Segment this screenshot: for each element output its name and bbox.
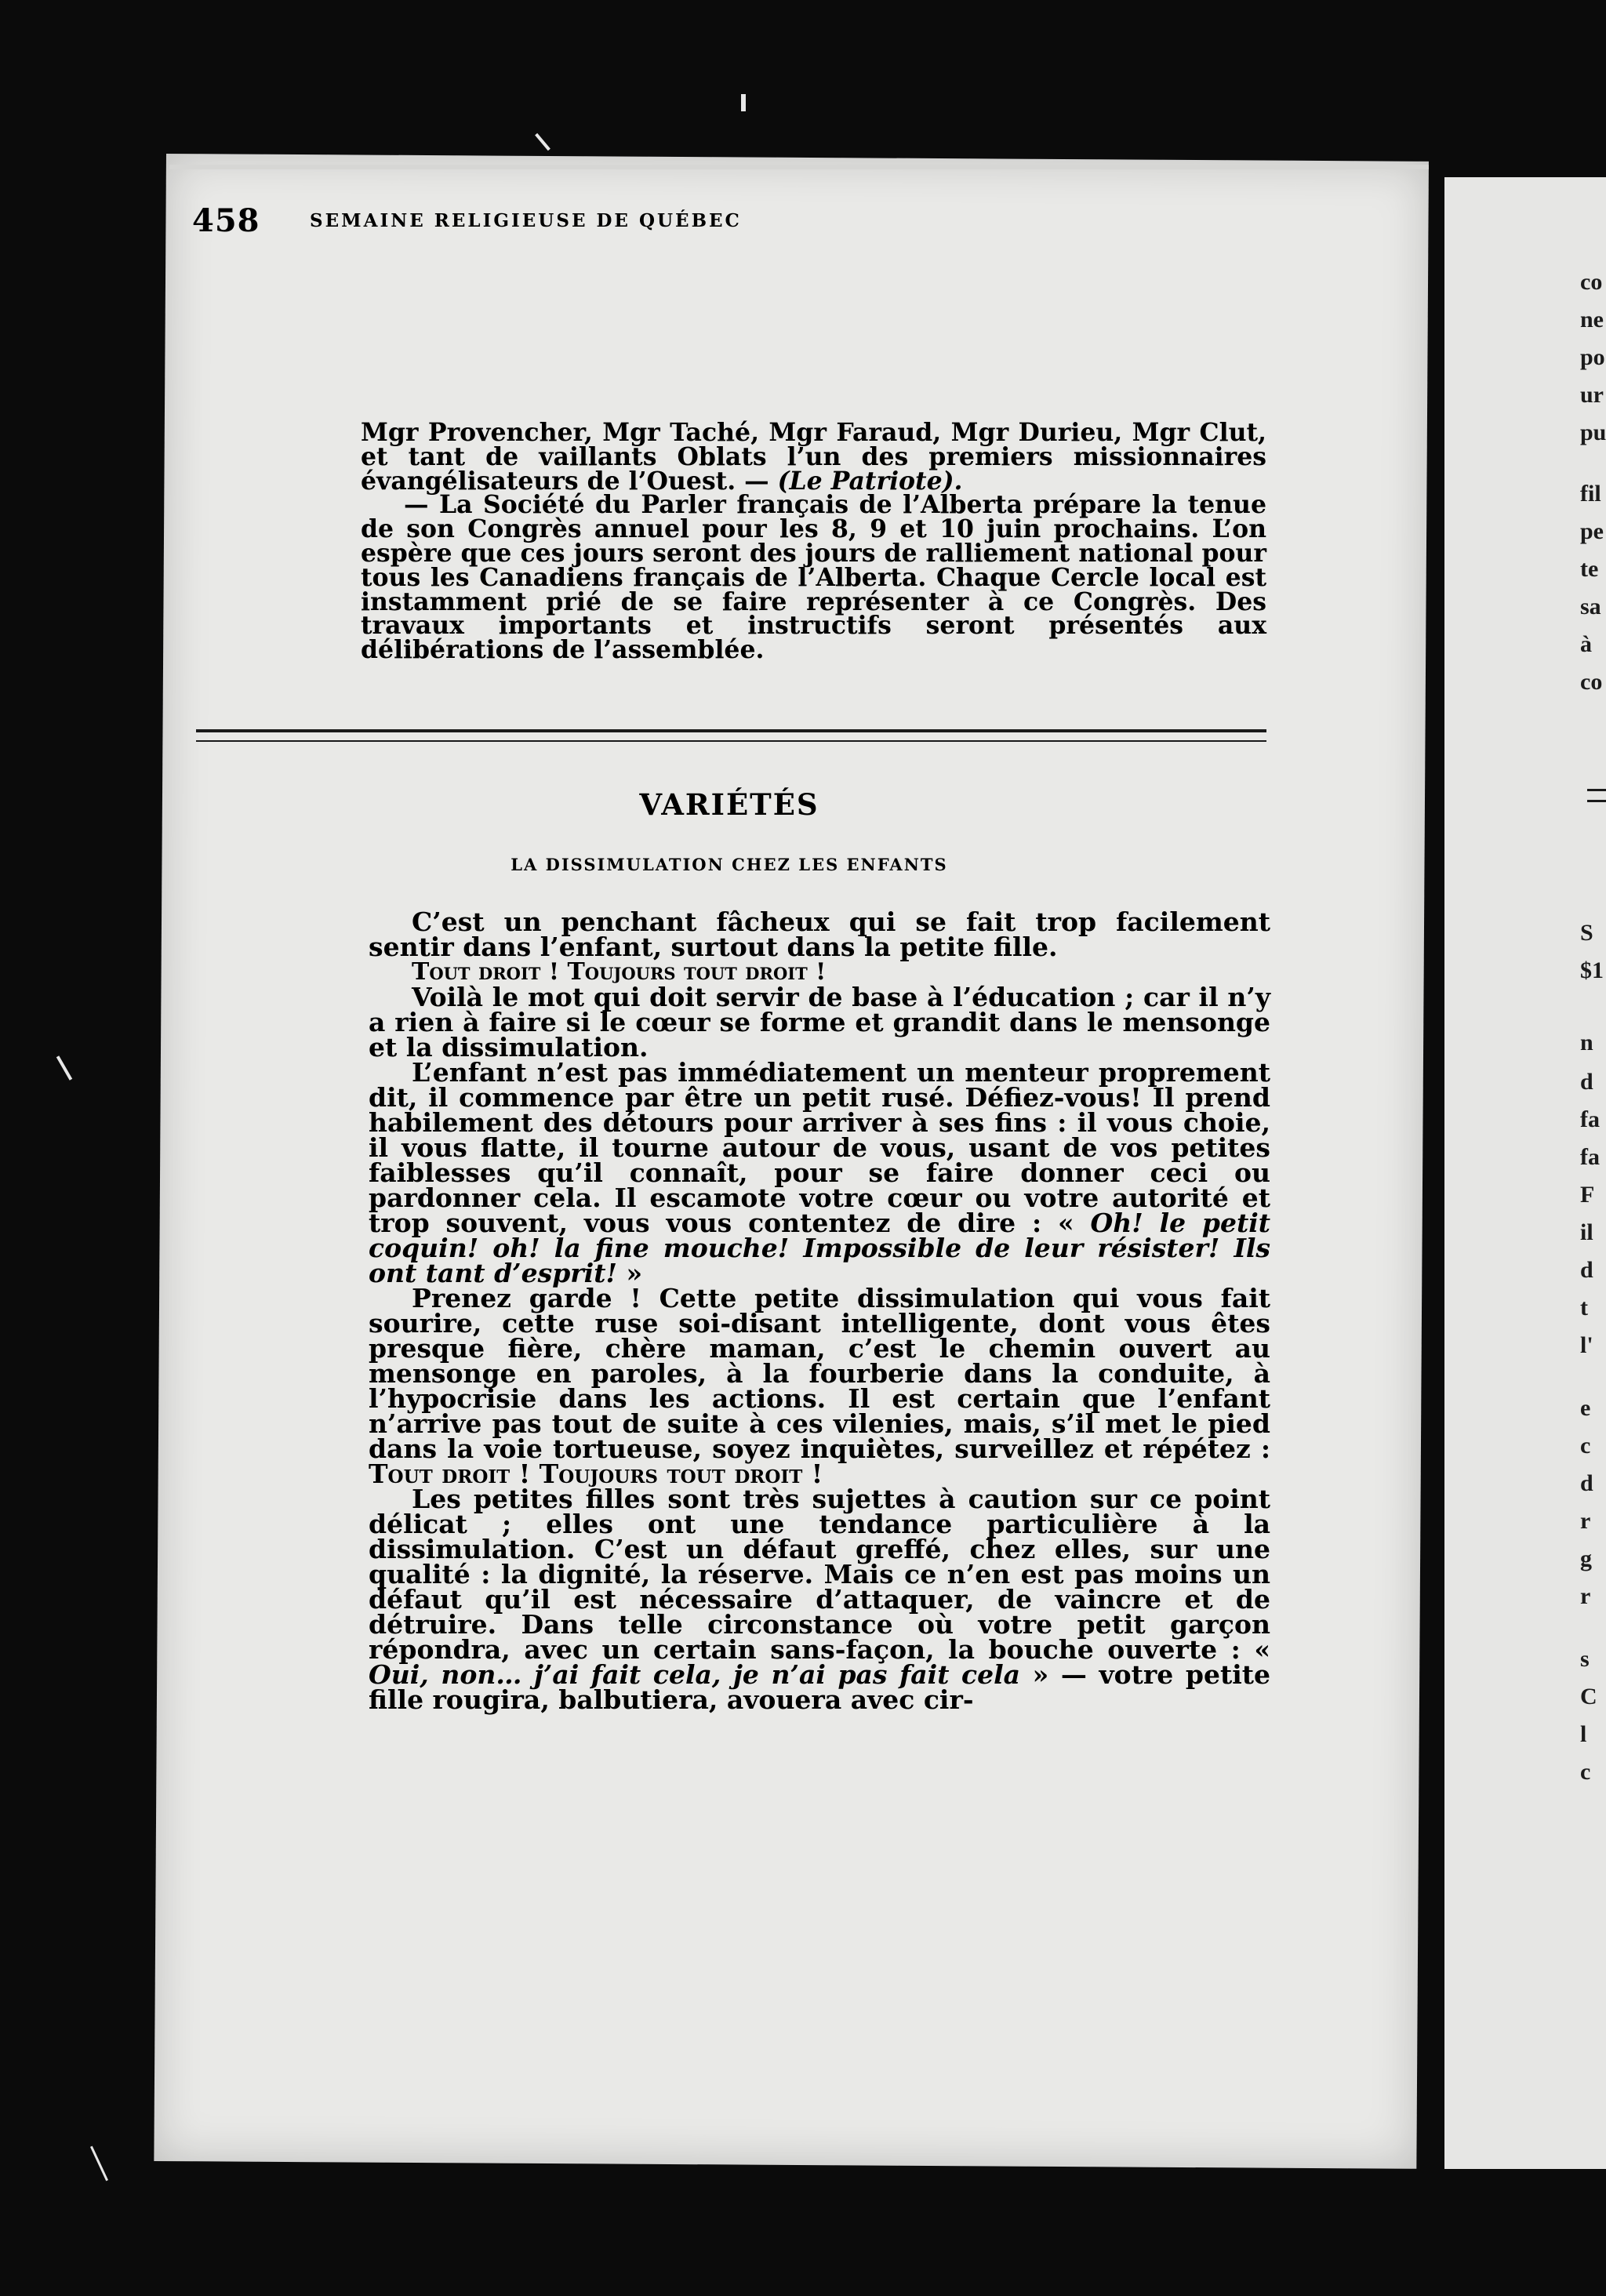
article-motto-1: Tout droit ! Toujours tout droit ! [412, 958, 827, 986]
section-title: VARIÉTÉS [639, 787, 819, 822]
adjacent-page-text-fragment: il [1580, 1219, 1593, 1245]
adjacent-page-text-fragment: fil [1580, 481, 1601, 507]
article-paragraph-3: L’enfant n’est pas immédiatement un menteur proprement dit, il commence par être un petit rusé. Défiez-vous! Il prend habilement des détours pour arriver à ses fins : il vous choie, il vous flatte, il tourne autour de vous, usant de vos petites faiblesses qu’il connaît, pour se faire donner ceci ou pardonner cela. Il escamote votre cœur ou votre autorité et trop souvent, vous vous contentez de dire : « Oh! le petit coquin! oh! la fine mouche! Impossible de leur résister! Ils ont tant d’esprit! » [369, 1057, 1271, 1288]
page-number: 458 [192, 202, 260, 239]
page-top-edge [169, 165, 1429, 169]
adjacent-page-text-fragment: r [1580, 1508, 1591, 1534]
adjacent-page-text-fragment: à [1580, 631, 1592, 657]
section-divider [196, 729, 1266, 742]
adjacent-page-text-fragment: l' [1580, 1332, 1593, 1358]
adjacent-page-text-fragment: e [1580, 1395, 1591, 1421]
adjacent-page-rule [1587, 789, 1606, 791]
opening-paragraph-1: Mgr Provencher, Mgr Taché, Mgr Faraud, Mgr Durieu, Mgr Clut, et tant de vaillants Oblats l’un des premiers missionnaires évangélisateurs de l’Ouest. — (Le Patriote). [361, 418, 1266, 496]
adjacent-page-text-fragment: ur [1580, 382, 1604, 408]
opening-paragraph-2: — La Société du Parler français de l’Alberta prépare la tenue de son Congrès annuel pour les 8, 9 et 10 juin prochains. L’on espère que ces jours seront des jours de ralliement national pour tous les Canadiens français de l’Alberta. Chaque Cercle local est instamment prié de se faire représenter à ce Congrès. Des travaux importants et instructifs seront présentés aux délibérations de l’assemblée. [361, 490, 1266, 665]
adjacent-page-text-fragment: co [1580, 669, 1603, 695]
adjacent-page-text-fragment: s [1580, 1646, 1590, 1672]
adjacent-page-text-fragment: t [1580, 1295, 1588, 1321]
adjacent-page-text-fragment: sa [1580, 594, 1601, 619]
adjacent-page-text-fragment: d [1580, 1069, 1593, 1095]
adjacent-page-text-fragment: pu [1580, 420, 1606, 445]
adjacent-page-text-fragment: r [1580, 1583, 1591, 1609]
article-paragraph-2: Voilà le mot qui doit servir de base à l’éducation ; car il n’y a rien à faire si le cœur se forme et grandit dans le mensonge et la dissimulation. [369, 982, 1270, 1063]
adjacent-page-text-fragment: $1 [1580, 957, 1604, 983]
adjacent-page-text-fragment: fa [1580, 1106, 1600, 1132]
adjacent-page-text-fragment: c [1580, 1759, 1591, 1785]
adjacent-page-text-fragment: co [1580, 269, 1603, 295]
adjacent-page-text-fragment: F [1580, 1182, 1595, 1208]
article-paragraph-1: C’est un penchant fâcheux qui se fait trop facilement sentir dans l’enfant, surtout dans la petite fille. [369, 906, 1270, 962]
adjacent-page-text-fragment: po [1580, 344, 1605, 370]
article-title: LA DISSIMULATION CHEZ LES ENFANTS [511, 855, 948, 874]
adjacent-page-text-fragment: ne [1580, 307, 1604, 332]
adjacent-page [1444, 177, 1606, 2169]
adjacent-page-text-fragment: n [1580, 1030, 1593, 1055]
article-body [369, 906, 1271, 1715]
adjacent-page-text-fragment: d [1580, 1257, 1593, 1283]
opening-block [361, 418, 1266, 665]
article-paragraph-5: Les petites filles sont très sujettes à caution sur ce point délicat ; elles ont une tendance particulière à la dissimulation. C’est un défaut greffé, chez elles, sur une qualité : la dignité, la réserve. Mais ce n’en est pas moins un défaut qu’il est nécessaire d’attaquer, de vaincre et de détruire. Dans telle circonstance où votre petit garçon répondra, avec un certain sans-façon, la bouche ouverte : « Oui, non… j’ai fait cela, je n’ai pas fait cela » — votre petite fille rougira, balbutiera, avouera avec cir- [369, 1484, 1270, 1715]
scan-speck [741, 94, 746, 111]
adjacent-page-rule [1587, 800, 1606, 802]
adjacent-page-text-fragment: l [1580, 1721, 1587, 1747]
adjacent-page-text-fragment: fa [1580, 1144, 1600, 1170]
adjacent-page-text-fragment: d [1580, 1470, 1593, 1496]
scan-speck [56, 1055, 72, 1080]
adjacent-page-text-fragment: c [1580, 1433, 1591, 1459]
adjacent-page-text-fragment: pe [1580, 518, 1604, 544]
running-head [192, 202, 1106, 242]
scan-speck [90, 2146, 108, 2182]
adjacent-page-text-fragment: te [1580, 556, 1599, 582]
scan-speck [535, 133, 550, 151]
running-head-title: SEMAINE RELIGIEUSE DE QUÉBEC [310, 210, 742, 231]
adjacent-page-text-fragment: S [1580, 920, 1593, 946]
adjacent-page-text-fragment: C [1580, 1684, 1597, 1709]
article-paragraph-4: Prenez garde ! Cette petite dissimulation qui vous fait sourire, cette ruse soi-disant intelligente, dont vous êtes presque fière, chère maman, c’est le chemin ouvert au mensonge en paroles, à la fourberie dans la conduite, à l’hypocrisie dans les actions. Il est certain que l’enfant n’arrive pas tout de suite à ces vilenies, mais, s’il met le pied dans la voie tortueuse, soyez inquiètes, surveillez et répétez : Tout droit ! Toujours tout droit ! [369, 1283, 1270, 1489]
adjacent-page-text-fragment: g [1580, 1546, 1592, 1571]
